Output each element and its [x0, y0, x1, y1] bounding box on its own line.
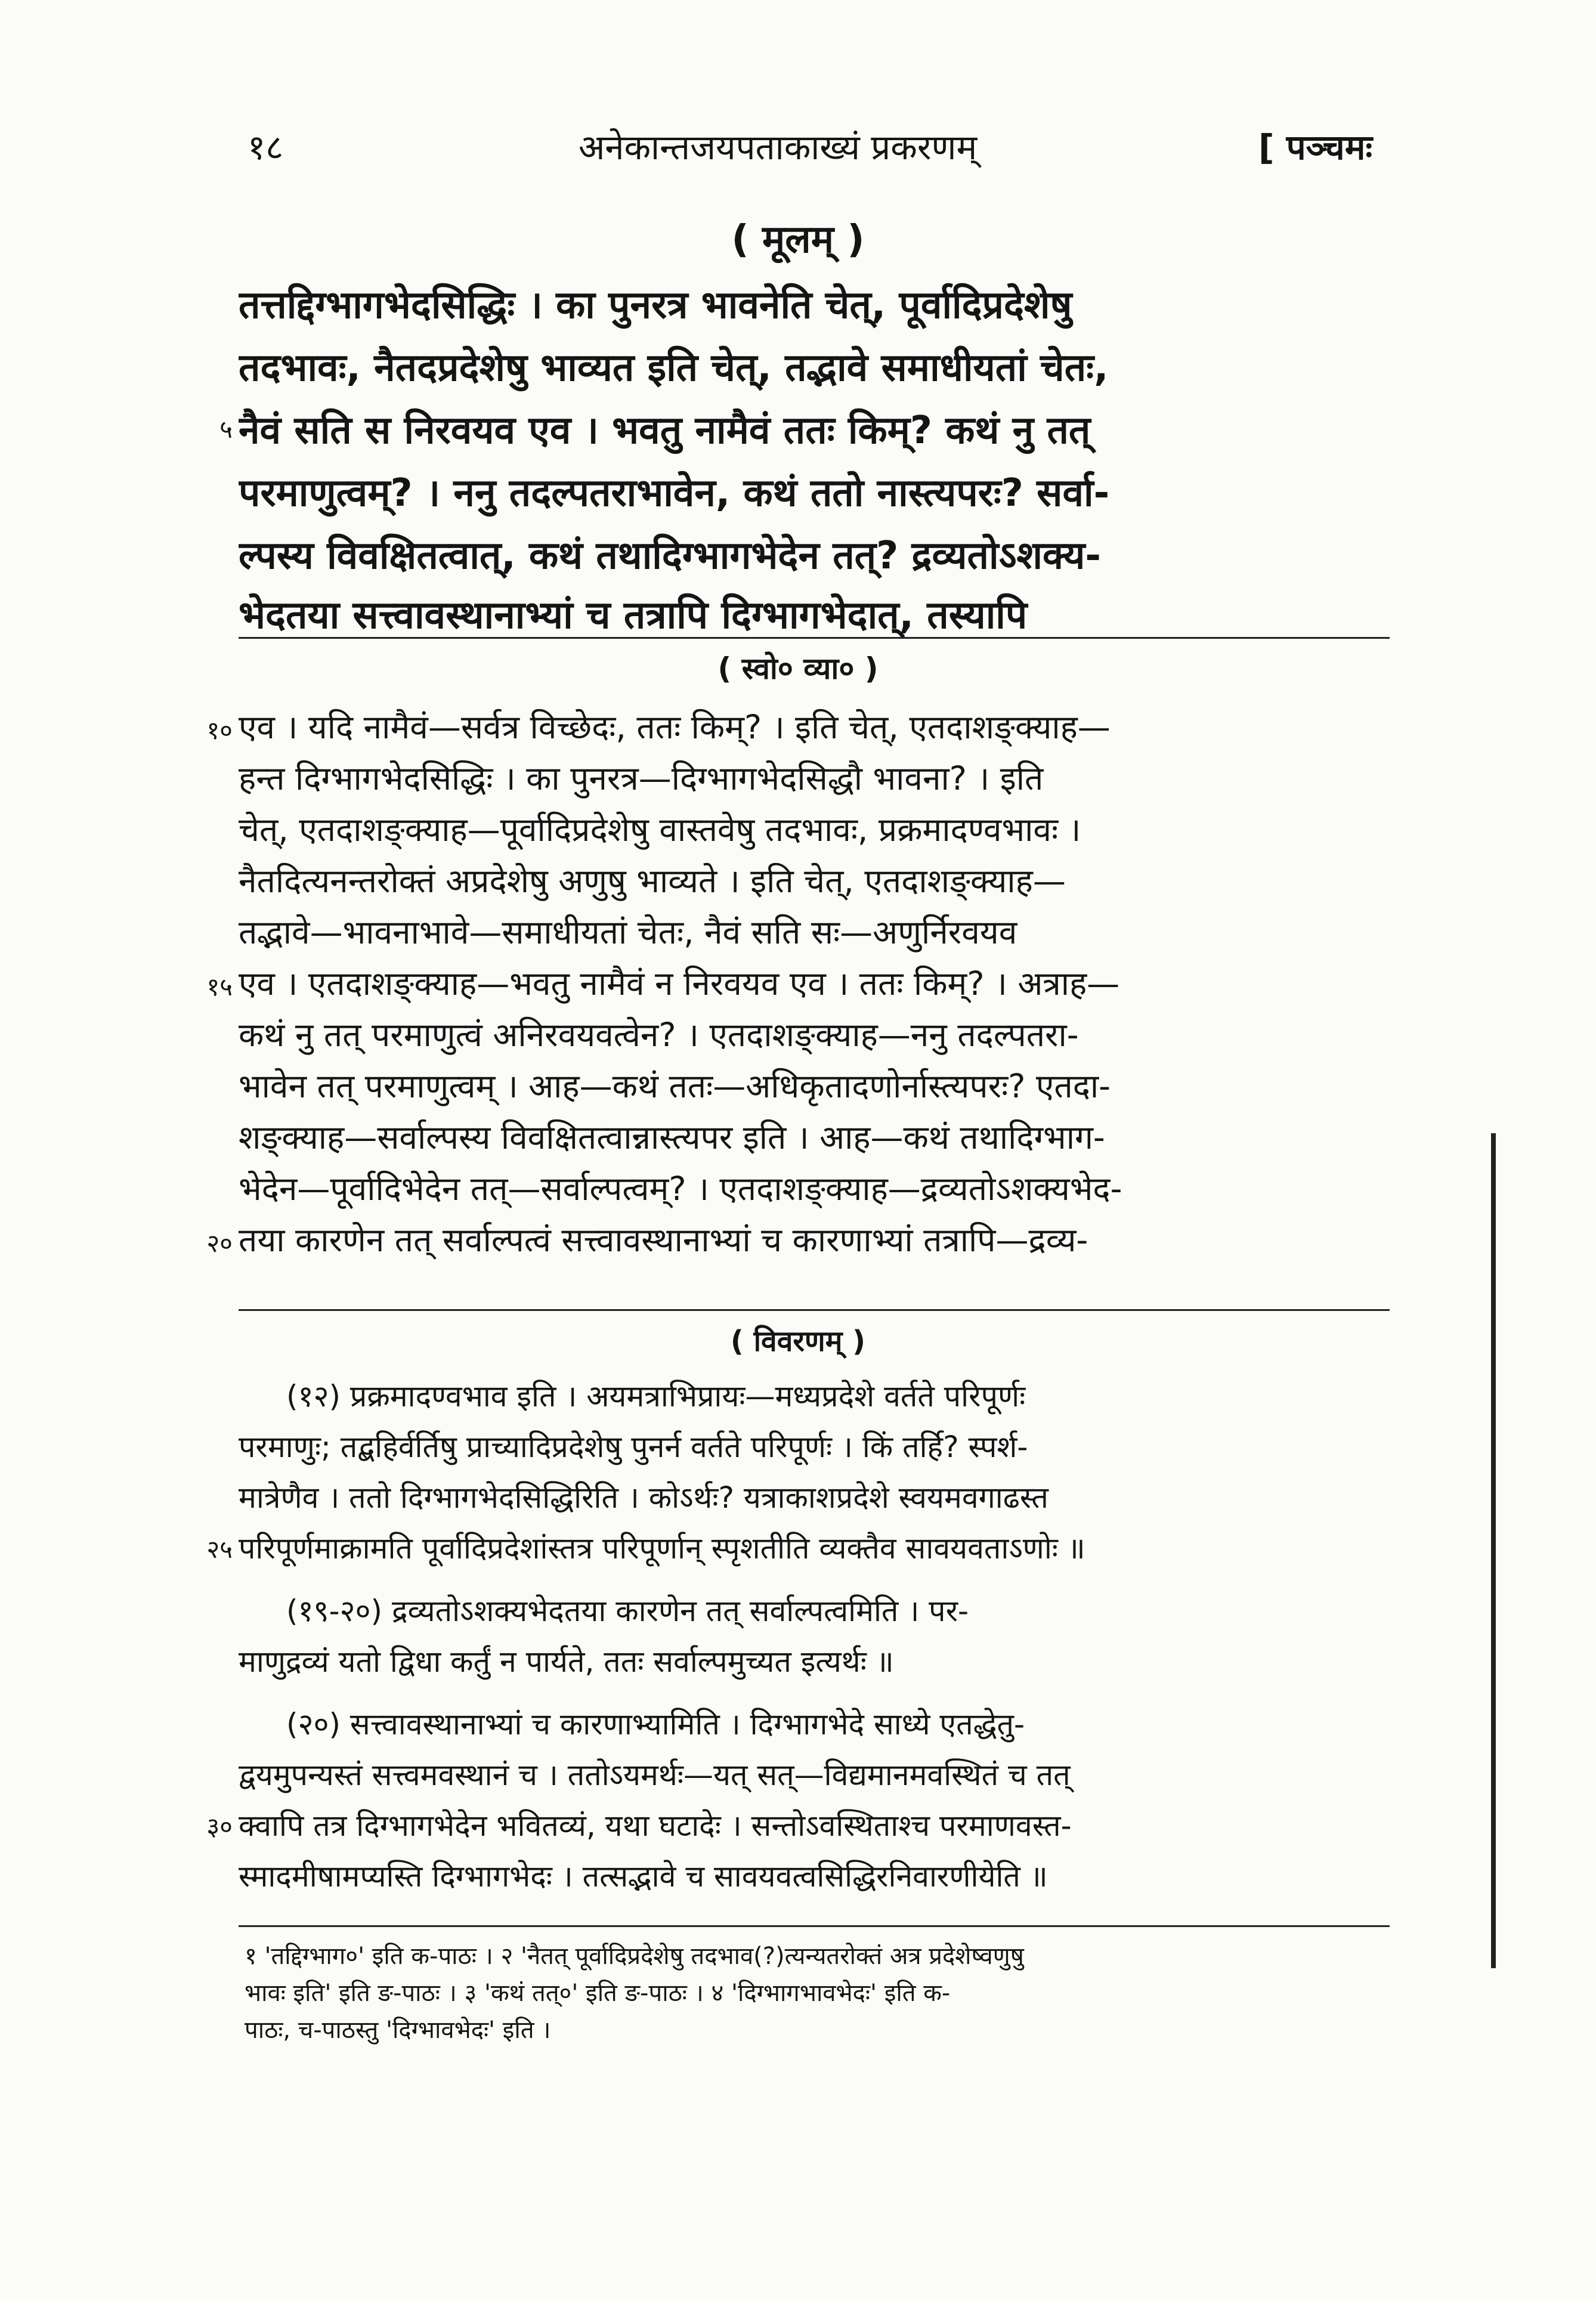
line-marker: २०	[206, 1229, 233, 1258]
commentary-title: ( स्वो० व्या० )	[717, 651, 879, 686]
divider	[239, 637, 1390, 639]
vivarana-title: ( विवरणम् )	[730, 1325, 866, 1358]
page-number: १८	[248, 127, 284, 168]
commentary-line: एव । यदि नामैवं—सर्वत्र विच्छेदः, ततः किम्? । इति चेत्, एतदाशङ्क्याह—	[239, 708, 1111, 746]
vivarana-line: स्मादमीषामप्यस्ति दिग्भागभेदः । तत्सद्भावे च सावयवत्वसिद्धिरनिवारणीयेति ॥	[239, 1859, 1048, 1894]
commentary-line: हन्त दिग्भागभेदसिद्धिः । का पुनरत्र—दिग्भागभेदसिद्धौ भावना? । इति	[239, 759, 1044, 797]
scan-edge-line	[1491, 1133, 1496, 1968]
mula-line: भेदतया सत्त्वावस्थानाभ्यां च तत्रापि दिग्भागभेदात्, तस्यापि	[239, 593, 1028, 638]
vivarana-line: परिपूर्णमाक्रामति पूर्वादिप्रदेशांस्तत्र परिपूर्णान् स्पृशतीति व्यक्तैव सावयवताऽणोः ॥	[239, 1531, 1085, 1566]
commentary-line: शङ्क्याह—सर्वाल्पस्य विवक्षितत्वान्नास्त्यपर इति । आह—कथं तथादिग्भाग-	[239, 1118, 1105, 1156]
line-marker: ५	[219, 415, 233, 444]
mula-line: तदभावः, नैतदप्रदेशेषु भाव्यत इति चेत्, तद्भावे समाधीयतां चेतः,	[239, 346, 1109, 390]
vivarana-line: (१२) प्रक्रमादण्वभाव इति । अयमत्राभिप्रायः—मध्यप्रदेशे वर्तते परिपूर्णः	[286, 1379, 1026, 1414]
commentary-line: एव । एतदाशङ्क्याह—भवतु नामैवं न निरवयव एव । ततः किम्? । अत्राह—	[239, 964, 1120, 1003]
section-mark: [ पञ्चमः	[1258, 127, 1373, 168]
mula-title: ( मूलम् )	[731, 218, 865, 262]
footnote-line: १ 'तद्दिग्भाग०' इति क-पाठः । २ 'नैतत् पूर्वादिप्रदेशेषु तदभाव(?)त्यन्यतरोक्तं अत्र प्रदेशेष्वणुषु	[245, 1943, 1024, 1970]
line-marker: १५	[206, 972, 233, 1001]
commentary-line: नैतदित्यनन्तरोक्तं अप्रदेशेषु अणुषु भाव्यते । इति चेत्, एतदाशङ्क्याह—	[239, 862, 1066, 900]
vivarana-line: परमाणुः; तद्बहिर्वर्तिषु प्राच्यादिप्रदेशेषु पुनर्न वर्तते परिपूर्णः । किं तर्हि? स्पर्श-	[239, 1430, 1028, 1464]
mula-line: नैवं सति स निरवयव एव । भवतु नामैवं ततः किम्? कथं नु तत्	[239, 409, 1091, 453]
commentary-line: तया कारणेन तत् सर्वाल्पत्वं सत्त्वावस्थानाभ्यां च कारणाभ्यां तत्रापि—द्रव्य-	[239, 1221, 1088, 1259]
running-title: अनेकान्तजयपताकाख्यं प्रकरणम्	[579, 127, 978, 168]
commentary-line: भेदेन—पूर्वादिभेदेन तत्—सर्वाल्पत्वम्? । एतदाशङ्क्याह—द्रव्यतोऽशक्यभेद-	[239, 1170, 1122, 1208]
vivarana-line: (१९-२०) द्रव्यतोऽशक्यभेदतया कारणेन तत् सर्वाल्पत्वमिति । पर-	[286, 1594, 969, 1628]
vivarana-line: (२०) सत्त्वावस्थानाभ्यां च कारणाभ्यामिति । दिग्भागभेदे साध्ये एतद्धेतु-	[286, 1707, 1025, 1742]
vivarana-line: क्वापि तत्र दिग्भागभेदेन भवितव्यं, यथा घटादेः । सन्तोऽवस्थिताश्च परमाणवस्त-	[239, 1808, 1072, 1843]
line-marker: १०	[206, 716, 233, 745]
commentary-line: तद्भावे—भावनाभावे—समाधीयतां चेतः, नैवं सति सः—अणुर्निरवयव	[239, 913, 1017, 951]
commentary-line: चेत्, एतदाशङ्क्याह—पूर्वादिप्रदेशेषु वास्तवेषु तदभावः, प्रक्रमादण्वभावः ।	[239, 811, 1081, 849]
mula-line: तत्तद्दिग्भागभेदसिद्धिः । का पुनरत्र भावनेति चेत्, पूर्वादिप्रदेशेषु	[239, 283, 1072, 327]
commentary-line: कथं नु तत् परमाणुत्वं अनिरवयवत्वेन? । एतदाशङ्क्याह—ननु तदल्पतरा-	[239, 1016, 1079, 1054]
vivarana-line: मात्रेणैव । ततो दिग्भागभेदसिद्धिरिति । कोऽर्थः? यत्राकाशप्रदेशे स्वयमवगाढस्त	[239, 1480, 1048, 1515]
line-marker: ३०	[206, 1812, 233, 1841]
mula-line: ल्पस्य विवक्षितत्वात्, कथं तथादिग्भागभेदेन तत्? द्रव्यतोऽशक्य-	[239, 534, 1101, 578]
divider	[239, 1309, 1390, 1311]
footnote-line: पाठः, च-पाठस्तु 'दिग्भावभेदः' इति ।	[245, 2017, 551, 2044]
divider	[239, 1925, 1390, 1927]
footnote-line: भावः इति' इति ङ-पाठः । ३ 'कथं तत्०' इति ङ-पाठः । ४ 'दिग्भागभावभेदः' इति क-	[245, 1980, 951, 2007]
line-marker: २५	[206, 1535, 233, 1564]
commentary-line: भावेन तत् परमाणुत्वम् । आह—कथं ततः—अधिकृतादणोर्नास्त्यपरः? एतदा-	[239, 1067, 1111, 1105]
vivarana-line: द्वयमुपन्यस्तं सत्त्वमवस्थानं च । ततोऽयमर्थः—यत् सत्—विद्यमानमवस्थितं च तत्	[239, 1758, 1071, 1792]
vivarana-line: माणुद्रव्यं यतो द्विधा कर्तुं न पार्यते, ततः सर्वाल्पमुच्यत इत्यर्थः ॥	[239, 1644, 894, 1679]
mula-line: परमाणुत्वम्? । ननु तदल्पतराभावेन, कथं ततो नास्त्यपरः? सर्वा-	[239, 471, 1110, 515]
